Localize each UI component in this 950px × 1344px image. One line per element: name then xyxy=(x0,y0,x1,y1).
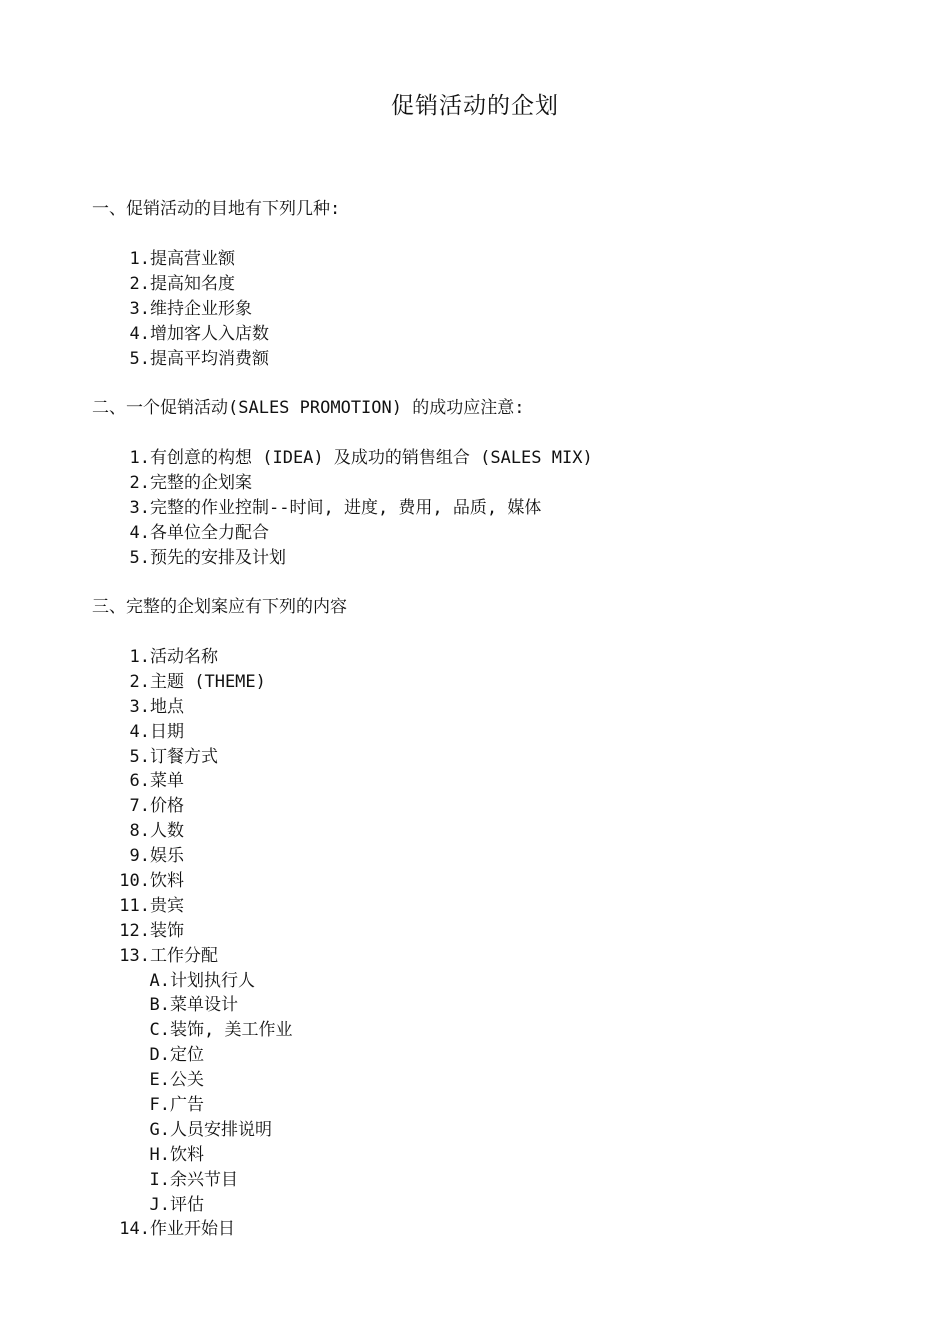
item-number: 2. xyxy=(129,671,150,692)
item-text: 价格 xyxy=(150,796,184,817)
item-text: 人员安排说明 xyxy=(170,1119,272,1140)
item-number: H. xyxy=(149,1144,170,1165)
item-number: 3. xyxy=(129,696,150,717)
item-number: 6. xyxy=(129,771,150,792)
list-item xyxy=(0,745,950,770)
item-text: 主题 (THEME) xyxy=(150,671,266,692)
item-text: 提高营业额 xyxy=(150,249,235,269)
item-number: G. xyxy=(149,1119,170,1140)
item-number: 3. xyxy=(129,497,150,518)
sub-list-item xyxy=(0,993,950,1018)
item-text: 提高知名度 xyxy=(150,273,235,294)
item-text: 增加客人入店数 xyxy=(150,323,269,344)
item-text: 各单位全力配合 xyxy=(150,522,269,543)
list-item xyxy=(0,720,950,745)
list-item xyxy=(0,1217,950,1242)
item-text: 娱乐 xyxy=(150,846,184,867)
list-item xyxy=(0,347,950,372)
item-text: 菜单 xyxy=(150,771,184,792)
item-text: 饮料 xyxy=(150,871,184,892)
list-item xyxy=(0,247,950,272)
item-number: 4. xyxy=(129,323,150,344)
success-factor-list xyxy=(0,446,950,570)
item-number: D. xyxy=(149,1045,170,1066)
item-number: 5. xyxy=(129,746,150,767)
item-text: 公关 xyxy=(170,1070,204,1091)
item-text: 地点 xyxy=(150,696,184,717)
item-text: 定位 xyxy=(170,1045,204,1066)
item-text: 完整的作业控制--时间, 进度, 费用, 品质, 媒体 xyxy=(150,497,542,518)
item-number: J. xyxy=(149,1194,170,1215)
item-text: 贵宾 xyxy=(150,895,184,916)
sub-list-item xyxy=(0,1143,950,1168)
list-item xyxy=(0,869,950,894)
item-number: I. xyxy=(149,1169,170,1190)
purpose-list xyxy=(0,247,950,371)
list-item xyxy=(0,894,950,919)
item-text: 工作分配 xyxy=(150,945,218,966)
list-item xyxy=(0,769,950,794)
item-text: 维持企业形象 xyxy=(150,298,252,319)
page-title: 促销活动的企划 xyxy=(391,93,559,119)
item-text: 订餐方式 xyxy=(150,746,218,767)
sub-list-item xyxy=(0,1043,950,1068)
list-item xyxy=(0,844,950,869)
list-item xyxy=(0,546,950,571)
section-heading: 一、促销活动的目地有下列几种: xyxy=(92,199,341,219)
item-number: 1. xyxy=(129,448,150,468)
item-number: 11. xyxy=(119,895,150,916)
item-number: 7. xyxy=(129,796,150,817)
list-item xyxy=(0,919,950,944)
list-item xyxy=(0,944,950,969)
list-item xyxy=(0,670,950,695)
item-number: 1. xyxy=(129,647,150,667)
list-item xyxy=(0,695,950,720)
item-number: 9. xyxy=(129,846,150,867)
item-number: 1. xyxy=(129,249,150,269)
item-number: 8. xyxy=(129,821,150,842)
sub-list-item xyxy=(0,1018,950,1043)
item-number: 4. xyxy=(129,522,150,543)
section-heading: 二、一个促销活动(SALES PROMOTION) 的成功应注意: xyxy=(92,398,525,418)
sub-list-item xyxy=(0,1118,950,1143)
section-heading: 三、完整的企划案应有下列的内容 xyxy=(92,597,347,617)
list-item xyxy=(0,322,950,347)
plan-content-list xyxy=(0,645,950,1242)
item-number: 5. xyxy=(129,348,150,369)
list-item xyxy=(0,272,950,297)
item-number: 2. xyxy=(129,472,150,493)
item-text: 日期 xyxy=(150,721,184,742)
sub-list-item xyxy=(0,969,950,994)
item-number: 10. xyxy=(119,871,150,892)
item-text: 提高平均消费额 xyxy=(150,348,269,369)
item-text: 装饰, 美工作业 xyxy=(170,1020,293,1041)
item-number: 14. xyxy=(119,1219,150,1240)
item-text: 计划执行人 xyxy=(170,970,255,991)
item-text: 余兴节目 xyxy=(170,1169,238,1190)
list-item xyxy=(0,297,950,322)
list-item xyxy=(0,446,950,471)
item-number: B. xyxy=(149,995,170,1016)
item-number: 4. xyxy=(129,721,150,742)
item-text: 饮料 xyxy=(170,1144,204,1165)
item-number: 3. xyxy=(129,298,150,319)
item-number: A. xyxy=(149,970,170,991)
item-text: 预先的安排及计划 xyxy=(150,547,286,568)
item-text: 作业开始日 xyxy=(150,1219,235,1240)
list-item xyxy=(0,496,950,521)
item-text: 装饰 xyxy=(150,920,184,941)
item-text: 完整的企划案 xyxy=(150,472,252,493)
item-number: 5. xyxy=(129,547,150,568)
sub-list-item xyxy=(0,1068,950,1093)
item-number: F. xyxy=(149,1095,170,1116)
item-number: 13. xyxy=(119,945,150,966)
sub-list-item xyxy=(0,1168,950,1193)
item-text: 人数 xyxy=(150,821,184,842)
item-number: 2. xyxy=(129,273,150,294)
item-number: 12. xyxy=(119,920,150,941)
sub-list-item xyxy=(0,1193,950,1218)
item-number: C. xyxy=(149,1020,170,1041)
item-text: 菜单设计 xyxy=(170,995,238,1016)
item-text: 有创意的构想 (IDEA) 及成功的销售组合 (SALES MIX) xyxy=(150,448,593,468)
item-number: E. xyxy=(149,1070,170,1091)
list-item xyxy=(0,794,950,819)
list-item xyxy=(0,521,950,546)
item-text: 活动名称 xyxy=(150,647,218,667)
sub-list-item xyxy=(0,1093,950,1118)
item-text: 广告 xyxy=(170,1095,204,1116)
list-item xyxy=(0,471,950,496)
list-item xyxy=(0,645,950,670)
item-text: 评估 xyxy=(170,1194,204,1215)
list-item xyxy=(0,819,950,844)
